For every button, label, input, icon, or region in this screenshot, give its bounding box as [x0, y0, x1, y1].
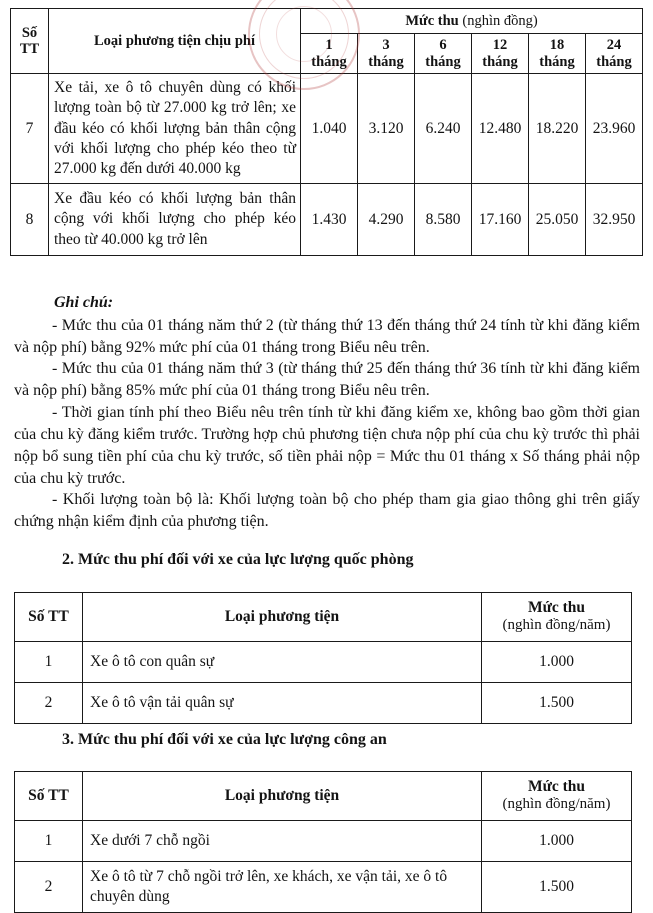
fee-group-unit: (nghìn đồng)	[462, 13, 538, 29]
period-6-unit: tháng	[425, 53, 461, 70]
row-stt: 7	[11, 74, 49, 184]
table-row	[15, 861, 632, 912]
row-fee-1-thang: 1.430	[301, 184, 358, 256]
period-24-unit: tháng	[596, 53, 632, 70]
row-fee-18-thang: 25.050	[529, 184, 586, 256]
row-fee-12-thang: 17.160	[472, 184, 529, 256]
fee-unit: (nghìn đồng/năm)	[502, 617, 611, 634]
row-vehicle-name: Xe ô tô con quân sự	[83, 641, 482, 682]
row-stt: 8	[11, 184, 49, 256]
notes-block	[14, 292, 640, 533]
column-header-stt-line1: Số	[21, 24, 38, 41]
row-fee-18-thang: 18.220	[529, 74, 586, 184]
row-stt: 2	[15, 861, 83, 912]
table-header-row	[15, 772, 632, 821]
congan-fee-table	[14, 771, 632, 913]
note-item-2: - Mức thu của 01 tháng năm thứ 3 (từ tháng thứ 25 đến tháng thứ 36 tính từ khi đăng kiểm và nộp phí) bằng 85% mức phí của 01 tháng trong Biểu nêu trên.	[14, 360, 640, 400]
fee-schedule-table	[10, 8, 643, 256]
fee-group-label: Mức thu	[405, 13, 459, 29]
row-fee-3-thang: 4.290	[358, 184, 415, 256]
column-header-period-12	[472, 34, 529, 74]
period-6-number: 6	[439, 37, 447, 53]
row-fee-value: 1.500	[482, 861, 632, 912]
row-stt: 2	[15, 682, 83, 723]
column-header-stt-line2: TT	[19, 41, 40, 58]
row-fee-1-thang: 1.040	[301, 74, 358, 184]
row-fee-value: 1.500	[482, 682, 632, 723]
table-row	[15, 820, 632, 861]
column-header-period-1	[301, 34, 358, 74]
table-row	[11, 74, 643, 184]
period-12-number: 12	[492, 37, 508, 53]
table-header-row	[11, 9, 643, 34]
table-row	[15, 682, 632, 723]
fee-label: Mức thu	[527, 599, 586, 616]
table-header-row	[15, 593, 632, 642]
period-1-unit: tháng	[311, 53, 347, 70]
row-vehicle-description: Xe đầu kéo có khối lượng bản thân cộng với khối lượng cho phép kéo theo từ 40.000 kg trở lên	[49, 184, 301, 256]
column-header-stt: Số TT	[15, 772, 83, 821]
fee-label: Mức thu	[527, 778, 586, 795]
period-18-unit: tháng	[539, 53, 575, 70]
notes-title: Ghi chú:	[54, 294, 114, 311]
column-header-fee	[482, 772, 632, 821]
row-fee-12-thang: 12.480	[472, 74, 529, 184]
row-fee-6-thang: 6.240	[415, 74, 472, 184]
row-vehicle-name: Xe ô tô vận tải quân sự	[83, 682, 482, 723]
fee-unit: (nghìn đồng/năm)	[502, 796, 611, 813]
note-item-3: - Thời gian tính phí theo Biểu nêu trên tính từ khi đăng kiểm xe, không bao gồm thời gian của chu kỳ đăng kiểm trước. Trường hợp chủ phương tiện chưa nộp phí của chu kỳ trước thì phải nộp bổ sung tiền phí của chu kỳ trước, số tiền phải nộp = Mức thu 01 tháng x Số tháng phải nộp của chu kỳ trước.	[14, 404, 640, 487]
row-fee-6-thang: 8.580	[415, 184, 472, 256]
row-vehicle-name: Xe dưới 7 chỗ ngồi	[83, 820, 482, 861]
row-fee-3-thang: 3.120	[358, 74, 415, 184]
column-header-vehicle-type: Loại phương tiện	[83, 593, 482, 642]
table-row	[15, 641, 632, 682]
column-header-fee	[482, 593, 632, 642]
period-18-number: 18	[549, 37, 565, 53]
row-fee-value: 1.000	[482, 641, 632, 682]
note-item-1: - Mức thu của 01 tháng năm thứ 2 (từ tháng thứ 13 đến tháng thứ 24 tính từ khi đăng kiểm và nộp phí) bằng 92% mức phí của 01 tháng trong Biểu nêu trên.	[14, 316, 640, 356]
period-24-number: 24	[606, 37, 622, 53]
column-header-vehicle-type: Loại phương tiện	[83, 772, 482, 821]
section-heading-quocphong: 2. Mức thu phí đối với xe của lực lượng quốc phòng	[62, 551, 414, 568]
column-header-period-18	[529, 34, 586, 74]
table-row	[11, 184, 643, 256]
row-fee-24-thang: 23.960	[586, 74, 643, 184]
period-12-unit: tháng	[482, 53, 518, 70]
row-vehicle-name: Xe ô tô từ 7 chỗ ngồi trở lên, xe khách, xe vận tải, xe ô tô chuyên dùng	[83, 861, 482, 912]
column-header-stt	[11, 9, 49, 74]
column-header-fee-group	[301, 9, 643, 34]
column-header-vehicle-type: Loại phương tiện chịu phí	[49, 9, 301, 74]
note-item-4: - Khối lượng toàn bộ là: Khối lượng toàn bộ cho phép tham gia giao thông ghi trên giấy chứng nhận kiểm định của phương tiện.	[14, 491, 640, 531]
row-fee-value: 1.000	[482, 820, 632, 861]
section-heading-congan: 3. Mức thu phí đối với xe của lực lượng công an	[62, 731, 387, 748]
period-1-number: 1	[325, 37, 333, 53]
quocphong-fee-table	[14, 592, 632, 724]
row-vehicle-description: Xe tải, xe ô tô chuyên dùng có khối lượng toàn bộ từ 27.000 kg trở lên; xe đầu kéo có khối lượng bản thân cộng với khối lượng cho phép kéo theo từ 27.000 kg đến dưới 40.000 kg	[49, 74, 301, 184]
column-header-stt: Số TT	[15, 593, 83, 642]
row-stt: 1	[15, 641, 83, 682]
column-header-period-6	[415, 34, 472, 74]
period-3-unit: tháng	[368, 53, 404, 70]
column-header-period-24	[586, 34, 643, 74]
row-fee-24-thang: 32.950	[586, 184, 643, 256]
period-3-number: 3	[382, 37, 390, 53]
column-header-period-3	[358, 34, 415, 74]
row-stt: 1	[15, 820, 83, 861]
